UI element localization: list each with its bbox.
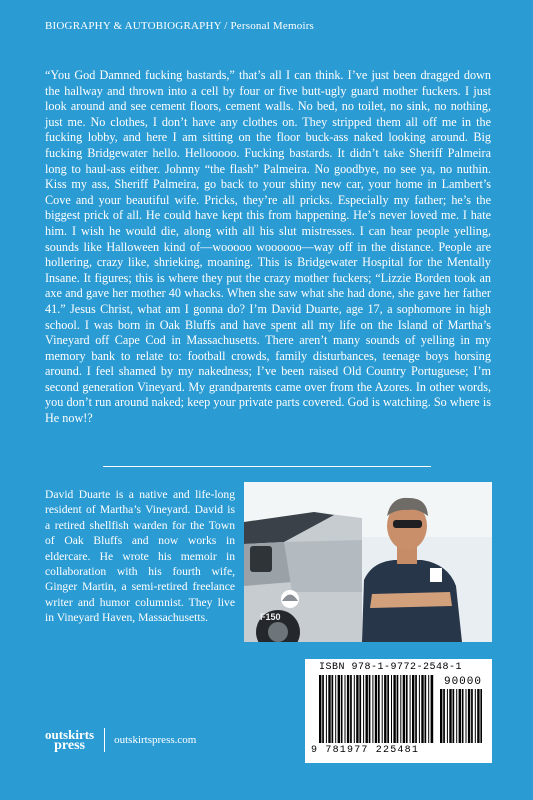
barcode-bar	[341, 675, 343, 743]
barcode-bar	[480, 689, 482, 743]
publisher-logo-line2: press	[54, 738, 85, 753]
barcode-bar	[391, 675, 392, 743]
barcode-bar	[403, 675, 405, 743]
author-bio: David Duarte is a native and life-long resident of Martha’s Vineyard. David is a retired shellfish warden for the Town of Oak Bluffs and now works in eldercare. He wrote his memoir in collaboration with his fourth wife, Ginger Martin, a semi-retired freelance writer and humor columnist. They live in Vineyard Haven, Massachusetts.	[45, 488, 235, 625]
barcode-bar	[468, 689, 470, 743]
barcode-bar	[477, 689, 479, 743]
barcode-bar	[384, 675, 386, 743]
price-barcode	[440, 689, 482, 743]
barcode-bar	[366, 675, 368, 743]
barcode-bar	[471, 689, 473, 743]
barcode-bar	[332, 675, 334, 743]
barcode-bar	[428, 675, 429, 743]
truck-badge: F150	[260, 612, 281, 622]
barcode-box	[305, 659, 492, 763]
barcode-bar	[447, 689, 448, 743]
barcode-bar	[449, 689, 451, 743]
isbn-label: ISBN 978-1-9772-2548-1	[319, 662, 463, 673]
barcode-bar	[459, 689, 461, 743]
barcode-bar	[350, 675, 352, 743]
author-photo	[244, 482, 492, 642]
barcode-bar	[347, 675, 349, 743]
barcode-bar	[393, 675, 395, 743]
barcode-bar	[400, 675, 401, 743]
publisher-separator	[104, 728, 105, 752]
barcode-bar	[359, 675, 361, 743]
barcode-bar	[387, 675, 389, 743]
barcode-bar	[462, 689, 464, 743]
publisher-logo-line1: outskirts	[45, 727, 95, 742]
barcode-bar	[425, 675, 427, 743]
barcode-bar	[338, 675, 340, 743]
book-excerpt: “You God Damned fucking bastards,” that’s all I can think. I’ve just been dragged down the hallway and thrown into a cell by four or five butt-ugly guard mother fuckers. I just look around and see cement floors, cement walls. No bed, no toilet, no sink, no nothing, just me. No clothes, I don’t have any clothes on. They stripped them all off me in the fucking lobby, and here I am sitting on the floor buck-ass naked looking around. Big fucking Bridgewater hello. Hellooooo. Fucking bastards. It didn’t take Sheriff Palmeira long to haul-ass either. Johnny “the flash” Palmeira. No goodbye, no see ya, no nuthin. Kiss my ass, Sheriff Palmeira, go back to your shiny new car, your home in Lambert’s Cove and your beautiful wife. Pricks, they’re all pricks. Especially my father; he’s the biggest prick of all. He could have kept this from happening. He’s never loved me. I hate him. I wish he would die, along with all his slut mistresses. I can hear people yelling, sounds like Halloween kind of—wooooo woooooo—way off in the distance. People are hollering, crazy like, shrieking, moaning. This is Bridgewater Hospital for the Mentally Insane. It figures; this is where they put the crazy mother fuckers; “Lizzie Borden took an axe and gave her mother 40 whacks. When she saw what she had done, she gave her father 41.” Jesus Christ, what am I gonna do? I’m David Duarte, age 17, a sophomore in high school. I was born in Oak Bluffs and have spent all my life on the Island of Martha’s Vineyard off Cape Cod in Massachusetts. There aren’t many sounds of yelling in my memory bank to relate to: football crowds, family disturbances, teenage boys horsing around. I feel shamed by my nakedness; I’ve been raised Old Country Portuguese; I’m second generation Vineyard. My grandparents came over from the Azores. In other words, you don’t run around naked; keep your private parts covered. God is watching. So where is He now!?	[45, 68, 491, 426]
barcode-bar	[412, 675, 414, 743]
barcode-bar	[345, 675, 346, 743]
barcode-bar	[335, 675, 336, 743]
barcode-bar	[326, 675, 327, 743]
barcode-bar	[319, 675, 321, 743]
barcode-bar	[372, 675, 373, 743]
barcode-bar	[453, 689, 455, 743]
barcode-bar	[415, 675, 417, 743]
barcode-bar	[419, 675, 420, 743]
publisher-logo	[45, 729, 94, 751]
price-code: 90000	[443, 676, 482, 688]
barcode-bar	[382, 675, 383, 743]
author-photo-illustration	[244, 482, 492, 642]
isbn-barcode	[319, 675, 434, 743]
barcode-bar	[406, 675, 408, 743]
divider-line	[103, 466, 431, 467]
barcode-bar	[466, 689, 467, 743]
publisher-block	[45, 726, 196, 754]
barcode-bar	[354, 675, 355, 743]
barcode-bar	[397, 675, 399, 743]
barcode-bar	[431, 675, 433, 743]
barcode-bar	[440, 689, 442, 743]
barcode-bar	[475, 689, 476, 743]
barcode-bar	[443, 689, 445, 743]
publisher-url: outskirtspress.com	[114, 734, 197, 746]
barcode-digits: 9 781977 225481	[311, 745, 420, 756]
barcode-bar	[410, 675, 411, 743]
barcode-bar	[356, 675, 358, 743]
category-label: BIOGRAPHY & AUTOBIOGRAPHY / Personal Memoirs	[45, 20, 315, 32]
barcode-bar	[378, 675, 380, 743]
barcode-bar	[456, 689, 457, 743]
barcode-bar	[375, 675, 377, 743]
barcode-bar	[328, 675, 330, 743]
barcode-bar	[369, 675, 371, 743]
barcode-bar	[322, 675, 324, 743]
barcode-bar	[363, 675, 364, 743]
barcode-bar	[421, 675, 423, 743]
